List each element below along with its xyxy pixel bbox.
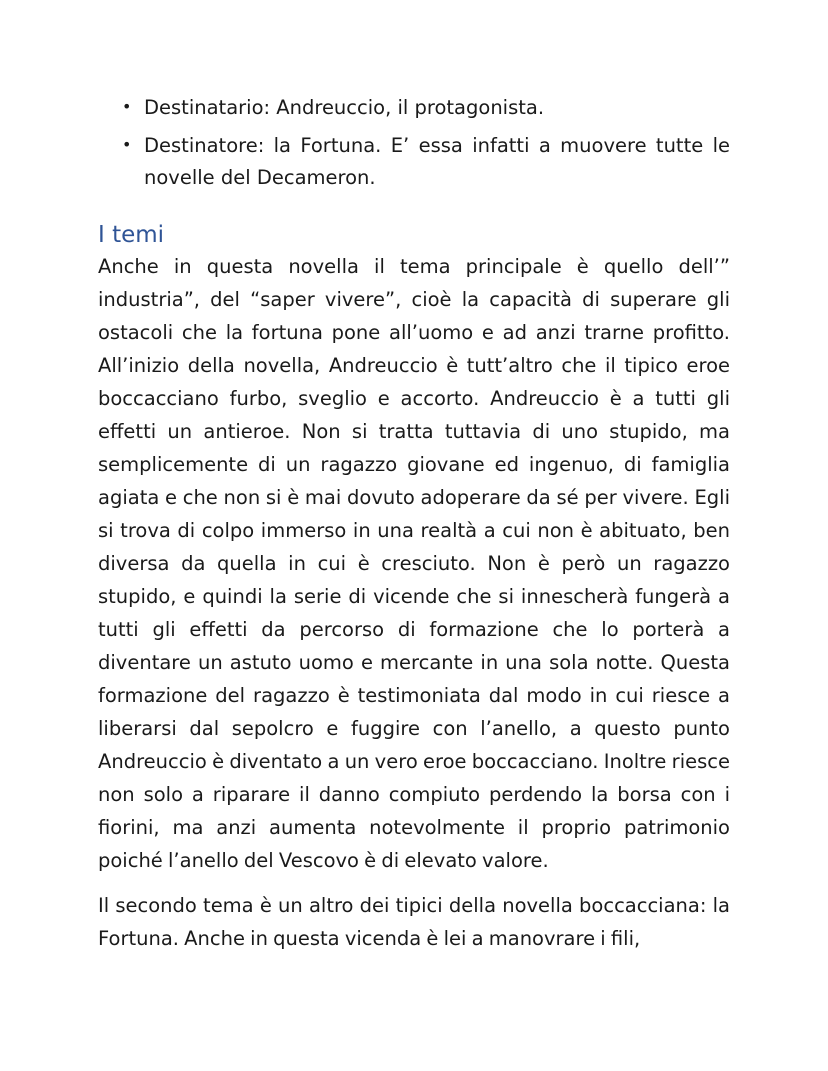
section-title: I temi xyxy=(98,222,165,248)
bullet-text: Destinatario: Andreuccio, il protagonista. xyxy=(144,96,545,119)
bullet-list xyxy=(98,92,730,194)
document-page xyxy=(98,92,730,955)
bullet-text: Destinatore: la Fortuna. E’ essa infatti a muovere tutte le novelle del Decameron. xyxy=(144,134,730,189)
bullet-dot-icon: • xyxy=(122,97,132,116)
bullet-item-destinatore xyxy=(120,130,730,194)
paragraph-tema-industria: Anche in questa novella il tema principale è quello dell’” industria”, del “saper vivere”, cioè la capacità di superare gli ostacoli che la fortuna pone all’uomo e ad anzi trarne profitto. All’inizio della novella, Andreuccio è tutt’altro che il tipico eroe boccacciano furbo, sveglio e accorto. Andreuccio è a tutti gli effetti un antieroe. Non si tratta tuttavia di uno stupido, ma semplicemente di un ragazzo giovane ed ingenuo, di famiglia agiata e che non si è mai dovuto adoperare da sé per vivere. Egli si trova di colpo immerso in una realtà a cui non è abituato, ben diversa da quella in cui è cresciuto. Non è però un ragazzo stupido, e quindi la serie di vicende che si innescherà fungerà a tutti gli effetti da percorso di formazione che lo porterà a diventare un astuto uomo e mercante in una sola notte. Questa formazione del ragazzo è testimoniata dal modo in cui riesce a liberarsi dal sepolcro e fuggire con l’anello, a questo punto Andreuccio è diventato a un vero eroe boccacciano. Inoltre riesce non solo a riparare il danno compiuto perdendo la borsa con i fiorini, ma anzi aumenta notevolmente il proprio patrimonio poiché l’anello del Vescovo è di elevato valore. xyxy=(98,255,730,872)
paragraph-tema-fortuna: Il secondo tema è un altro dei tipici della novella boccacciana: la Fortuna. Anche in questa vicenda è lei a manovrare i fili, xyxy=(98,894,730,950)
bullet-dot-icon: • xyxy=(122,135,132,154)
bullet-item-destinatario xyxy=(120,92,730,124)
